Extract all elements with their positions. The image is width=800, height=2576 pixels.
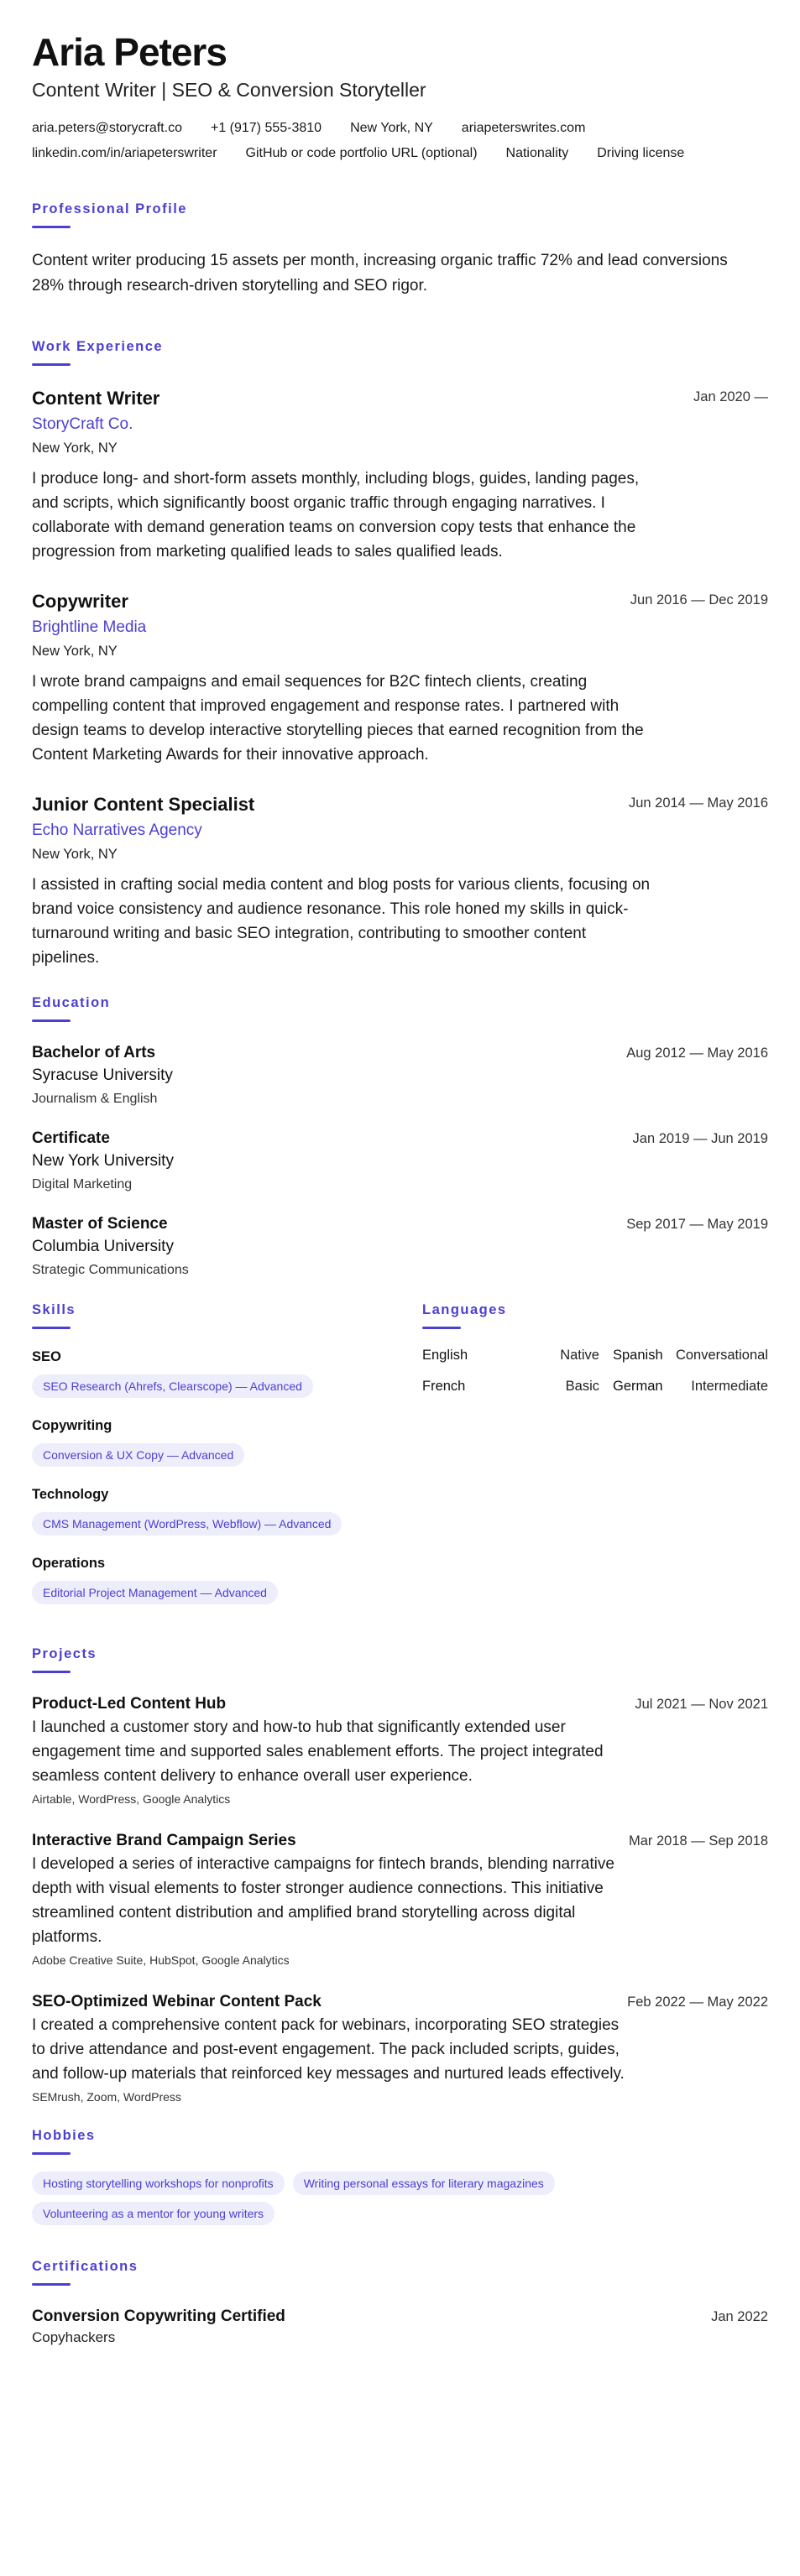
section-title: Professional Profile bbox=[32, 201, 187, 216]
skill-category: SEO bbox=[32, 1349, 61, 1364]
hobby-chip: Volunteering as a mentor for young writers bbox=[32, 2202, 275, 2225]
job-date: Jun 2014 — May 2016 bbox=[628, 795, 768, 811]
job-title: Copywriter bbox=[32, 591, 128, 612]
skill-group bbox=[32, 1485, 422, 1536]
education-field: Strategic Communications bbox=[32, 1263, 189, 1277]
contact-linkedin[interactable]: linkedin.com/in/ariapeterswriter bbox=[32, 146, 217, 160]
contact-github[interactable]: GitHub or code portfolio URL (optional) bbox=[245, 146, 478, 160]
language-level: Intermediate bbox=[691, 1379, 768, 1394]
hobbies-list bbox=[32, 2167, 670, 2225]
language-name: German bbox=[613, 1379, 663, 1394]
profile-summary: Content writer producing 15 assets per month, increasing organic traffic 72% and lead conversions 28% through research-driven storytelling and SEO rigor. bbox=[32, 252, 728, 295]
job-location: New York, NY bbox=[32, 644, 118, 659]
project-description: I developed a series of interactive campaigns for fintech brands, blending narrative depth with visual elements to foster stronger audience connections. This initiative streamlined content distribution and amplified brand storytelling across digital platforms. bbox=[32, 1855, 614, 1946]
section-title: Languages bbox=[422, 1302, 507, 1317]
contact-email[interactable]: aria.peters@storycraft.co bbox=[32, 121, 182, 135]
education-entry bbox=[32, 1128, 768, 1195]
section-title: Hobbies bbox=[32, 2128, 96, 2143]
project-tools: SEMrush, Zoom, WordPress bbox=[32, 2090, 181, 2104]
section-title: Education bbox=[32, 995, 111, 1010]
skills-section bbox=[32, 1302, 422, 1623]
language-level: Conversational bbox=[675, 1348, 768, 1363]
section-divider bbox=[32, 226, 71, 228]
education-section bbox=[32, 995, 768, 1280]
education-field: Digital Marketing bbox=[32, 1177, 133, 1192]
section-divider bbox=[422, 1327, 461, 1329]
project-entry bbox=[32, 1991, 768, 2106]
education-school: New York University bbox=[32, 1152, 174, 1170]
job-company: StoryCraft Co. bbox=[32, 415, 133, 433]
job-company: Brightline Media bbox=[32, 618, 147, 636]
section-title: Skills bbox=[32, 1302, 76, 1317]
languages-grid bbox=[422, 1348, 768, 1395]
education-school: Columbia University bbox=[32, 1238, 174, 1255]
candidate-headline: Content Writer | SEO & Conversion Storyteller bbox=[32, 79, 426, 101]
skill-chip: Conversion & UX Copy — Advanced bbox=[32, 1443, 244, 1467]
section-divider bbox=[32, 1327, 71, 1329]
skill-chip: Editorial Project Management — Advanced bbox=[32, 1581, 278, 1604]
section-title: Work Experience bbox=[32, 339, 164, 354]
education-date: Aug 2012 — May 2016 bbox=[626, 1046, 768, 1061]
education-school: Syracuse University bbox=[32, 1066, 173, 1084]
project-date: Mar 2018 — Sep 2018 bbox=[628, 1833, 768, 1849]
section-divider bbox=[32, 363, 71, 366]
skill-group bbox=[32, 1554, 422, 1604]
job-description: I assisted in crafting social media content and blog posts for various clients, focusing on brand voice consistency and audience resonance. This role honed my skills in quick-turnaround writing and basic SEO integration, contributing to smoother content pipelines. bbox=[32, 876, 651, 967]
contact-nationality: Nationality bbox=[505, 146, 569, 160]
language-level: Native bbox=[560, 1348, 599, 1363]
skill-group bbox=[32, 1416, 422, 1467]
language-name: French bbox=[422, 1379, 466, 1394]
section-title: Projects bbox=[32, 1646, 97, 1661]
certification-entry bbox=[32, 2306, 768, 2348]
contact-driving-license: Driving license bbox=[597, 146, 685, 160]
skill-category: Technology bbox=[32, 1487, 109, 1502]
skill-chip: SEO Research (Ahrefs, Clearscope) — Advanced bbox=[32, 1374, 313, 1398]
skill-chip: CMS Management (WordPress, Webflow) — Advanced bbox=[32, 1512, 342, 1536]
project-date: Jul 2021 — Nov 2021 bbox=[635, 1697, 768, 1712]
section-divider bbox=[32, 2152, 71, 2155]
project-tools: Adobe Creative Suite, HubSpot, Google Analytics bbox=[32, 1953, 290, 1967]
education-degree: Bachelor of Arts bbox=[32, 1044, 156, 1061]
project-title: Interactive Brand Campaign Series bbox=[32, 1832, 296, 1849]
section-divider bbox=[32, 2283, 71, 2286]
contact-website[interactable]: ariapeterswrites.com bbox=[461, 121, 586, 135]
project-title: Product-Led Content Hub bbox=[32, 1695, 227, 1713]
section-title: Certifications bbox=[32, 2259, 139, 2274]
project-description: I launched a customer story and how-to hub that significantly extended user engagement time and supported sales enablement efforts. The project integrated seamless content delivery to enhance overall user experience. bbox=[32, 1718, 604, 1785]
job-description: I wrote brand campaigns and email sequences for B2C fintech clients, creating compelling content that improved engagement and response rates. I partnered with design teams to develop interactive storytelling pieces that earned recognition from the Content Marketing Awards for their innovative approach. bbox=[32, 673, 644, 764]
job-company: Echo Narratives Agency bbox=[32, 821, 202, 839]
language-name: Spanish bbox=[613, 1348, 663, 1363]
language-level: Basic bbox=[565, 1379, 599, 1394]
job-location: New York, NY bbox=[32, 847, 118, 862]
job-title: Junior Content Specialist bbox=[32, 794, 255, 815]
contact-location: New York, NY bbox=[350, 121, 433, 135]
education-degree: Certificate bbox=[32, 1129, 110, 1147]
education-entry bbox=[32, 1042, 768, 1109]
certification-title: Conversion Copywriting Certified bbox=[32, 2307, 285, 2325]
education-date: Jan 2019 — Jun 2019 bbox=[632, 1131, 768, 1146]
project-date: Feb 2022 — May 2022 bbox=[627, 1995, 768, 2010]
project-entry bbox=[32, 1693, 768, 1808]
project-entry bbox=[32, 1830, 768, 1969]
skills-languages-row bbox=[32, 1302, 768, 1623]
section-divider bbox=[32, 1019, 71, 1022]
profile-section bbox=[32, 201, 768, 299]
certification-issuer: Copyhackers bbox=[32, 2329, 116, 2345]
education-degree: Master of Science bbox=[32, 1215, 168, 1233]
job-location: New York, NY bbox=[32, 441, 118, 456]
contact-phone[interactable]: +1 (917) 555-3810 bbox=[210, 121, 322, 135]
job-entry bbox=[32, 792, 768, 970]
education-entry bbox=[32, 1213, 768, 1280]
section-divider bbox=[32, 1671, 71, 1673]
languages-section bbox=[422, 1302, 768, 1623]
resume-header bbox=[32, 30, 768, 161]
education-field: Journalism & English bbox=[32, 1092, 158, 1106]
job-description: I produce long- and short-form assets monthly, including blogs, guides, landing pages, and scripts, which significantly boost organic traffic through engaging narratives. I collaborate with demand generation teams on conversion copy tests that enhance the progression from marketing qualified leads to sales qualified leads. bbox=[32, 470, 640, 561]
project-description: I created a comprehensive content pack for webinars, incorporating SEO strategies to drive attendance and post-event engagement. The pack included scripts, guides, and follow-up materials that reinforced key messages and nurtured leads effectively. bbox=[32, 2016, 625, 2083]
projects-section bbox=[32, 1646, 768, 2106]
contact-list bbox=[32, 121, 768, 161]
skill-category: Operations bbox=[32, 1556, 106, 1571]
job-entry bbox=[32, 386, 768, 564]
project-title: SEO-Optimized Webinar Content Pack bbox=[32, 1993, 322, 2010]
candidate-name: Aria Peters bbox=[32, 30, 227, 74]
certifications-section bbox=[32, 2259, 768, 2348]
job-date: Jun 2016 — Dec 2019 bbox=[630, 592, 768, 607]
skill-category: Copywriting bbox=[32, 1418, 112, 1433]
education-date: Sep 2017 — May 2019 bbox=[626, 1217, 768, 1232]
skill-group bbox=[32, 1348, 422, 1398]
certification-date: Jan 2022 bbox=[711, 2309, 768, 2324]
language-name: English bbox=[422, 1348, 468, 1363]
experience-section bbox=[32, 339, 768, 970]
job-entry bbox=[32, 589, 768, 767]
hobby-chip: Writing personal essays for literary magazines bbox=[293, 2172, 555, 2195]
project-tools: Airtable, WordPress, Google Analytics bbox=[32, 1792, 231, 1806]
job-date: Jan 2020 — bbox=[693, 389, 768, 404]
job-title: Content Writer bbox=[32, 388, 160, 409]
hobbies-section bbox=[32, 2128, 768, 2225]
hobby-chip: Hosting storytelling workshops for nonprofits bbox=[32, 2172, 285, 2195]
